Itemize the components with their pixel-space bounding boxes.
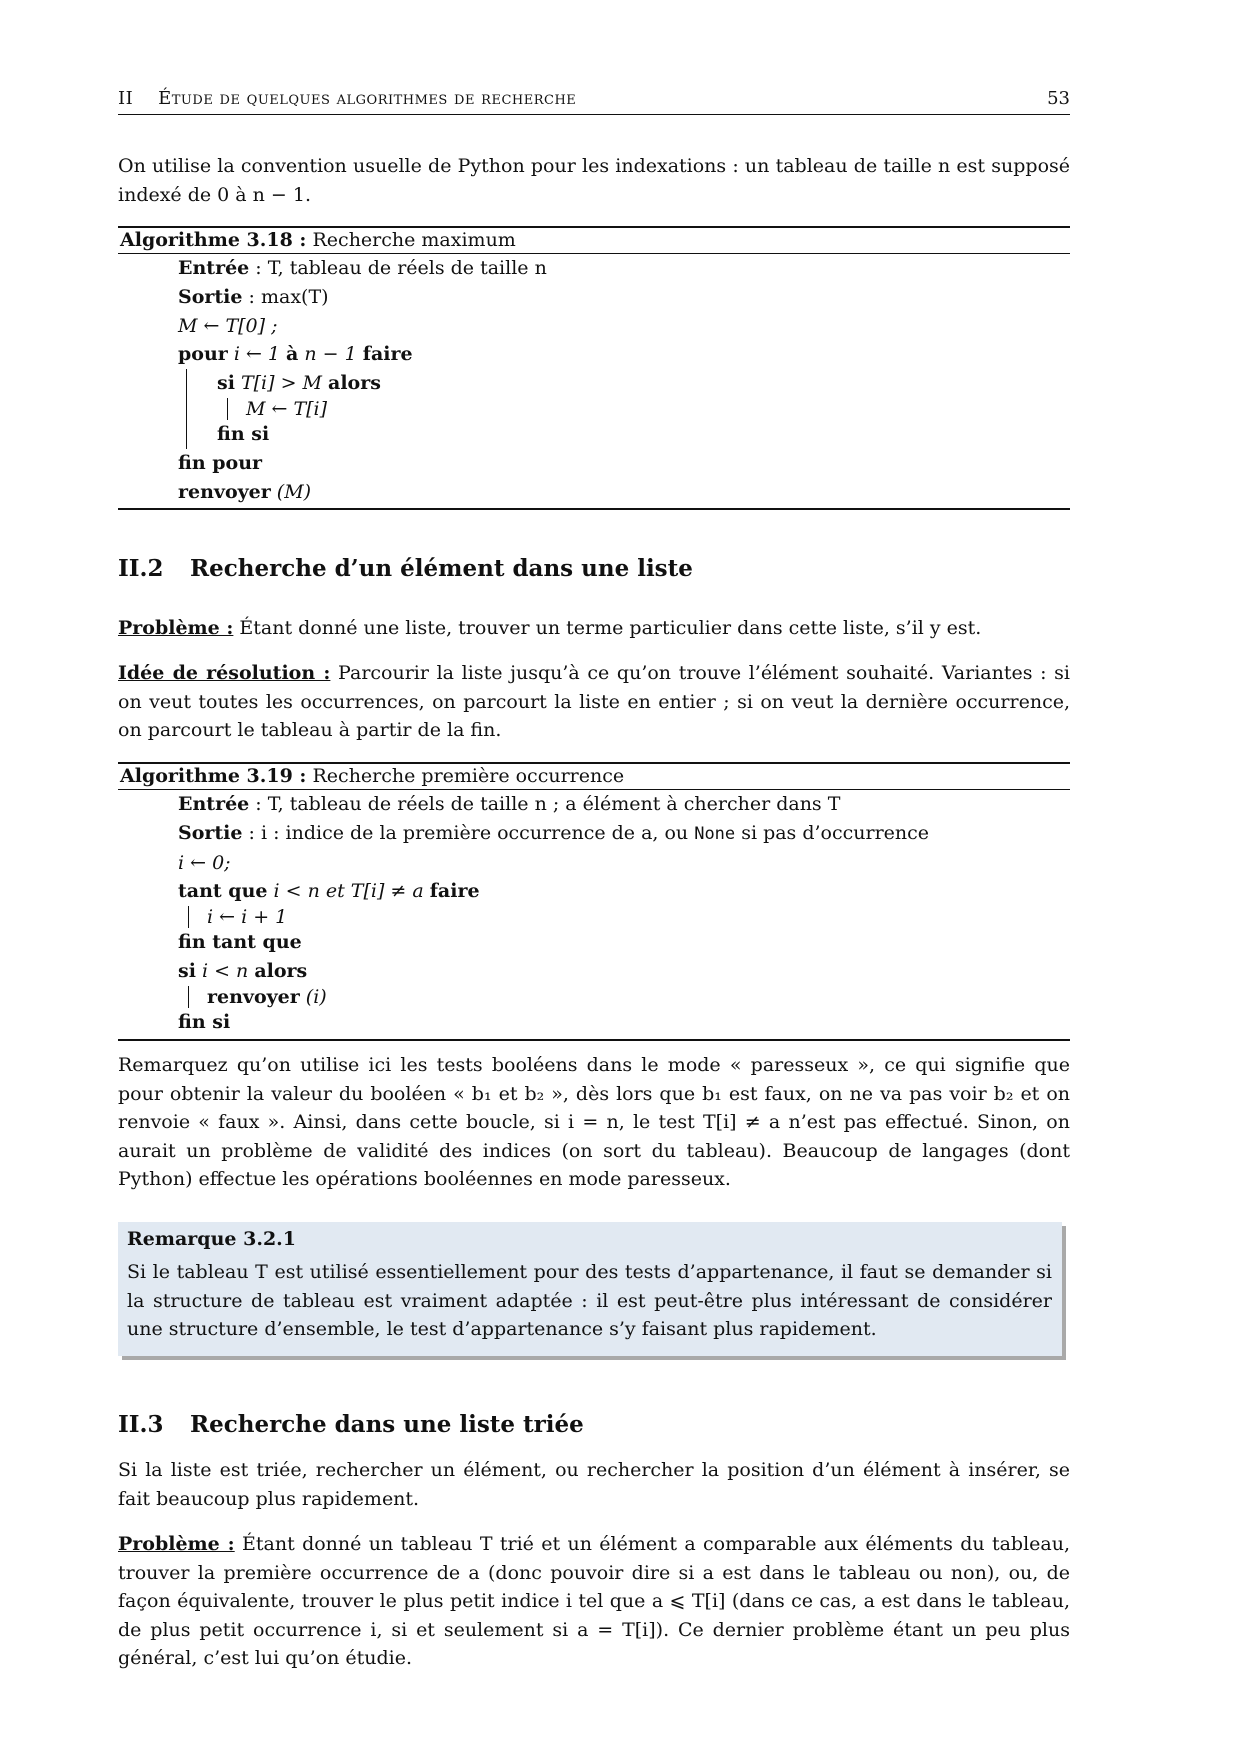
- algo-text: : T, tableau de réels de taille n ; a élément à chercher dans T: [249, 793, 841, 815]
- algo-line: [178, 283, 1070, 312]
- keyword: Sortie: [178, 285, 243, 308]
- loop-block: [186, 369, 1070, 449]
- idee-text: Parcourir la liste jusqu’à ce qu’on trouve l’élément souhaité. Variantes : si on veut toutes les occurrences, on parcourt la liste en entier ; si on veut la dernière occurrence, on parcourt le tableau à partir de la fin.: [118, 662, 1071, 742]
- section-heading-2-2: [118, 555, 693, 582]
- algo-text: (i): [299, 985, 327, 1008]
- probleme-label: Problème :: [118, 617, 234, 639]
- algo-line: [178, 957, 1070, 986]
- algorithm-3-19: [118, 762, 1070, 1041]
- algorithm-3-18: [118, 226, 1070, 510]
- probleme-text: Étant donné un tableau T trié et un élément a comparable aux éléments du tableau, trouver la première occurrence de a (donc pouvoir dire si a est dans le tableau ou non), ou, de façon équivalente, trouver le plus petit indice i tel que a ⩽ T[i] (dans ce cas, a est dans le tableau, de plus petit occurrence i, si et seulement si a = T[i]). Ce dernier problème étant un peu plus général, c’est lui qu’on étudie.: [118, 1533, 1070, 1670]
- algo-line: fin pour: [178, 451, 263, 474]
- chapter-number: II: [118, 88, 134, 109]
- algo-line: [178, 877, 1070, 906]
- keyword: tant que: [178, 880, 268, 903]
- algorithm-caption: [118, 764, 1070, 790]
- algo-text: n − 1: [298, 343, 363, 366]
- if-block: [188, 986, 1070, 1008]
- algo-line: fin si: [178, 1010, 231, 1033]
- page-number: 53: [1047, 88, 1070, 109]
- section-number: II.2: [118, 555, 164, 582]
- algo-line: fin tant que: [178, 931, 302, 954]
- probleme-text: Étant donné une liste, trouver un terme particulier dans cette liste, s’il y est.: [233, 617, 982, 639]
- remark-body: Si le tableau T est utilisé essentiellement pour des tests d’appartenance, il faut se demander si la structure de tableau est vraiment adaptée : il est peut-être plus intéressant de considérer une structure d’ensemble, le test d’appartenance s’y faisant plus rapidement.: [127, 1261, 1052, 1341]
- code-none: None: [694, 823, 736, 844]
- algo-text: i < n et T[i] ≠ a: [267, 880, 430, 903]
- remark-title: Remarque 3.2.1: [127, 1228, 296, 1250]
- algo-text: si pas d’occurrence: [735, 821, 930, 844]
- algo-text: : max(T): [242, 285, 329, 308]
- intro-2-3-paragraph: Si la liste est triée, rechercher un élément, ou rechercher la position d’un élément à insérer, se fait beaucoup plus rapidement.: [118, 1459, 1070, 1510]
- probleme-label: Problème :: [118, 1533, 235, 1555]
- algo-text: : T, tableau de réels de taille n: [249, 257, 547, 279]
- keyword: faire: [362, 343, 413, 366]
- idee-label: Idée de résolution :: [118, 662, 331, 684]
- loop-block: [188, 906, 1070, 928]
- section-title: Recherche dans une liste triée: [190, 1411, 584, 1438]
- algo-line: M ← T[i]: [246, 397, 328, 420]
- keyword: si: [178, 959, 196, 982]
- algorithm-caption: [118, 228, 1070, 254]
- section-heading-2-3: [118, 1411, 584, 1438]
- keyword: à: [286, 343, 299, 366]
- algo-line: [217, 369, 1070, 398]
- algo-line: [178, 790, 1070, 819]
- probleme-paragraph: [118, 614, 1070, 643]
- algo-line: i ← 0;: [178, 851, 231, 874]
- algo-line: fin si: [217, 422, 270, 445]
- remark-box: [118, 1222, 1062, 1356]
- intro-paragraph: On utilise la convention usuelle de Python pour les indexations : un tableau de taille n est supposé indexé de 0 à n − 1.: [118, 155, 1070, 206]
- algo-line: [178, 254, 1070, 283]
- algorithm-name: Recherche première occurrence: [312, 765, 625, 787]
- algo-text: (M): [270, 480, 312, 503]
- probleme-2-3-paragraph: [118, 1530, 1070, 1673]
- section-title: Recherche d’un élément dans une liste: [190, 555, 693, 582]
- algo-line: [178, 819, 1070, 849]
- algorithm-label: Algorithme 3.19 :: [120, 765, 307, 787]
- algo-line: i ← i + 1: [207, 906, 288, 929]
- algo-line: [178, 478, 1070, 507]
- algorithm-body: [118, 254, 1070, 510]
- algo-text: i < n: [195, 959, 255, 982]
- keyword: renvoyer: [207, 985, 300, 1008]
- algo-text: i ← 1: [227, 343, 287, 366]
- keyword: alors: [254, 959, 308, 982]
- keyword: pour: [178, 343, 228, 366]
- keyword: alors: [328, 372, 381, 395]
- keyword: Entrée: [178, 793, 250, 815]
- algorithm-body: [118, 790, 1070, 1041]
- algorithm-label: Algorithme 3.18 :: [120, 229, 307, 251]
- section-number: II.3: [118, 1411, 164, 1438]
- if-block: [227, 398, 1070, 420]
- algo-text: : i : indice de la première occurrence de a, ou: [242, 821, 695, 844]
- algo-line: [207, 986, 1070, 1008]
- keyword: si: [217, 372, 235, 395]
- algo-line: [178, 340, 1070, 369]
- remarquez-paragraph: Remarquez qu’on utilise ici les tests booléens dans le mode « paresseux », ce qui signifie que pour obtenir la valeur du booléen « b₁ et b₂ », dès lors que b₁ est faux, on ne va pas voir b₂ et on renvoie « faux ». Ainsi, dans cette boucle, si i = n, le test T[i] ≠ a n’est pas effectué. Sinon, on aurait un problème de validité des indices (on sort du tableau). Beaucoup de langages (dont Python) effectue les opérations booléennes en mode paresseux.: [118, 1054, 1070, 1191]
- keyword: faire: [429, 880, 480, 903]
- algo-text: T[i] > M: [234, 372, 329, 395]
- algo-line: M ← T[0] ;: [178, 314, 278, 337]
- running-header-title: [118, 88, 576, 109]
- algorithm-name: Recherche maximum: [312, 229, 516, 251]
- keyword: renvoyer: [178, 480, 271, 503]
- running-header: [118, 88, 1070, 115]
- keyword: Sortie: [178, 821, 243, 844]
- chapter-title: Étude de quelques algorithmes de recherche: [158, 88, 577, 109]
- idee-paragraph: [118, 659, 1070, 745]
- keyword: Entrée: [178, 257, 250, 279]
